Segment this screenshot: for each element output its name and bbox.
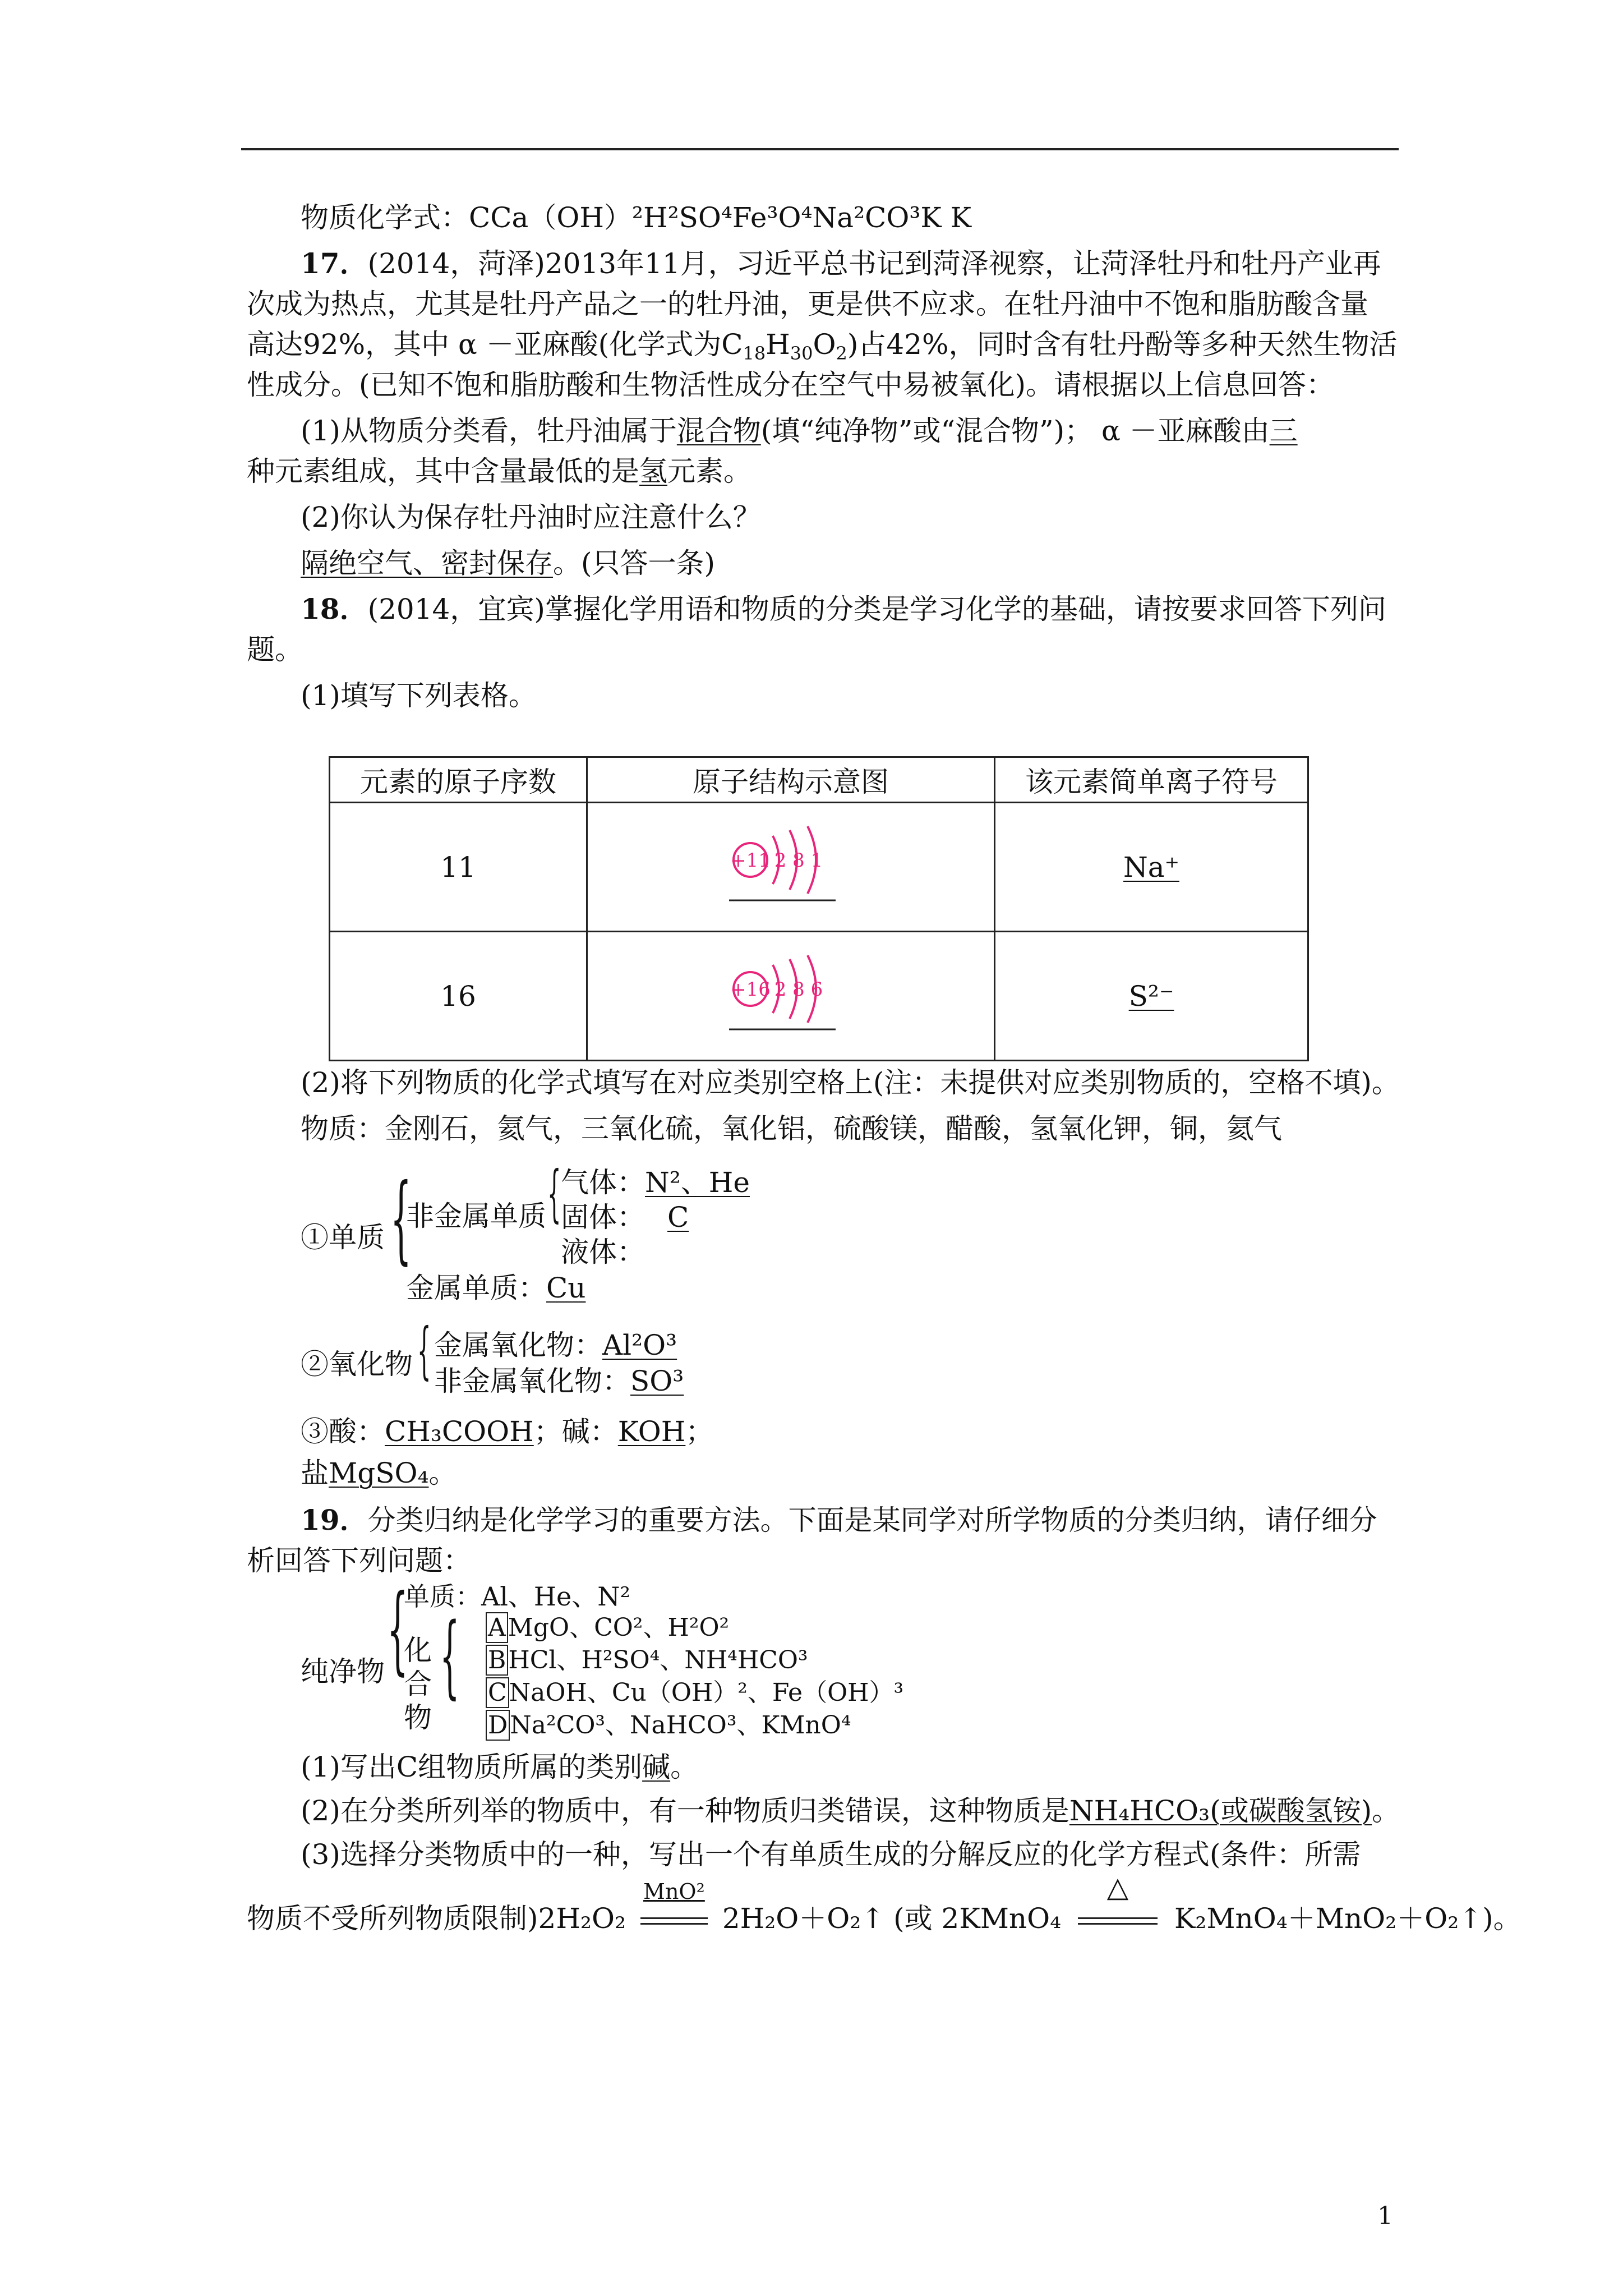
table-header: 原子结构示意图 [587, 757, 995, 803]
ion-symbol: S²⁻ [1128, 979, 1174, 1013]
compound-char: 合 [404, 1668, 432, 1700]
q18-part2: (2)将下列物质的化学式填写在对应类别空格上(注：未提供对应类别物质的，空格不填)。 [301, 1066, 1400, 1099]
answer-three: 三 [1269, 415, 1298, 447]
metal-row: 金属单质：Cu [406, 1272, 586, 1304]
formula-label: 物质化学式： [301, 201, 469, 234]
reaction-arrow [1070, 1871, 1165, 1935]
answer-nonmetal-oxide: SO³ [630, 1365, 684, 1397]
table-row [330, 932, 1308, 1061]
group-tag: C [486, 1677, 509, 1708]
q17-number: 17． [301, 247, 368, 280]
table-row [330, 803, 1308, 932]
brace-icon: { [387, 1574, 408, 1685]
atomic-number: 16 [330, 932, 587, 1061]
equation-line: 物质不受所列物质限制)2H₂O₂ MnO² 2H₂O＋O₂↑ (或 2KMnO₄ △ K₂MnO₄＋MnO₂＋O₂↑)。 [247, 1871, 1521, 1935]
atom-diagram-sodium [729, 822, 852, 906]
oxide-label: ②氧化物 [301, 1348, 413, 1381]
metal-oxide-row: 金属氧化物：Al²O³ [434, 1329, 677, 1361]
atomic-number: 11 [330, 803, 587, 932]
answer-metal-oxide: Al²O³ [602, 1329, 677, 1361]
q18-line1: 18．(2014，宜宾)掌握化学用语和物质的分类是学习化学的基础，请按要求回答下列问 [301, 592, 1386, 625]
group-row: CNaOH、Cu（OH）²、Fe（OH）³ [486, 1678, 903, 1708]
ion-symbol: Na⁺ [1123, 850, 1179, 884]
formula-line [301, 201, 971, 234]
q17-part1: (1)从物质分类看，牡丹油属于混合物(填“纯净物”或“混合物”)； α －亚麻酸由三 [301, 415, 1298, 447]
answer-salt: MgSO₄ [329, 1457, 429, 1489]
brace-icon: { [547, 1157, 561, 1229]
brace-icon: { [417, 1314, 431, 1386]
answer-base-class: 碱 [642, 1751, 671, 1783]
q17-text-1: (2014，菏泽)2013年11月，习近平总书记到菏泽视察，让菏泽牡丹和牡丹产业再 [367, 247, 1381, 280]
q19-line1: 19．分类归纳是化学学习的重要方法。下面是某同学对所学物质的分类归纳，请仔细分 [301, 1503, 1377, 1536]
answer-mixture: 混合物 [676, 415, 761, 447]
answer-base: KOH [617, 1415, 686, 1448]
group-tag: D [486, 1710, 510, 1741]
q17-text-3: 高达92%，其中 α －亚麻酸(化学式为 [247, 328, 722, 361]
table-header: 该元素简单离子符号 [995, 757, 1308, 803]
q17-line4: 性成分。(已知不饱和脂肪酸和生物活性成分在空气中易被氧化)。请根据以上信息回答： [247, 369, 1335, 401]
formula-text: CCa（OH）²H²SO⁴Fe³O⁴Na²CO³K K [469, 201, 972, 234]
atom-diagram-sulfur [729, 951, 852, 1035]
svg-text:+11: +11 [730, 849, 771, 872]
svg-text:2 8 6: 2 8 6 [774, 978, 823, 1001]
solid-row: 固体： C [561, 1201, 689, 1234]
answer-solid: C [667, 1201, 689, 1234]
q17-text-4: )占42%，同时含有牡丹酚等多种天然生物活 [847, 328, 1398, 361]
group-tag: A [486, 1612, 508, 1643]
header-rule [241, 148, 1399, 150]
answer-hydrogen: 氢 [639, 455, 667, 487]
table-header: 元素的原子序数 [330, 757, 587, 803]
atom-table [329, 756, 1309, 1061]
atom-structure-diagram [587, 803, 995, 932]
group-row: DNa²CO³、NaHCO³、KMnO⁴ [486, 1711, 851, 1740]
nonmetal-oxide-row: 非金属氧化物：SO³ [434, 1365, 684, 1397]
q19-line2: 析回答下列问题： [247, 1544, 471, 1577]
compound-char: 物 [404, 1701, 432, 1734]
reaction-arrow [635, 1879, 713, 1935]
answer-acid: CH₃COOH [385, 1415, 534, 1448]
substances-list: 物质：金刚石，氦气，三氧化硫，氧化铝，硫酸镁，醋酸，氢氧化钾，铜，氦气 [301, 1112, 1282, 1145]
q17-line2: 次成为热点，尤其是牡丹产品之一的牡丹油，更是供不应求。在牡丹油中不饱和脂肪酸含量 [247, 288, 1368, 320]
catalyst-label: MnO² [643, 1879, 705, 1904]
q19-part2: (2)在分类所列举的物质中，有一种物质归类错误，这种物质是NH₄HCO₃(或碳酸氢铵)。 [301, 1795, 1400, 1827]
answer-gas: N²、He [645, 1166, 750, 1199]
q17-part2: (2)你认为保存牡丹油时应注意什么？ [301, 501, 761, 533]
equation-right: 2H₂O＋O₂↑ [722, 1902, 885, 1935]
answer-metal: Cu [546, 1272, 586, 1304]
svg-text:+16: +16 [730, 978, 771, 1001]
liquid-row: 液体： [561, 1236, 645, 1268]
q18-part1: (1)填写下列表格。 [301, 679, 537, 712]
heat-icon: △ [1106, 1871, 1129, 1903]
group-tag: B [486, 1645, 508, 1676]
gas-row: 气体：N²、He [561, 1166, 750, 1199]
q19-part1: (1)写出C组物质所属的类别碱。 [301, 1751, 699, 1783]
q17-line3 [247, 328, 1398, 370]
brace-icon: { [390, 1163, 412, 1274]
atom-structure-diagram [587, 932, 995, 1061]
answer-storage: 隔绝空气、密封保存 [301, 547, 553, 579]
q17-line1 [301, 247, 1381, 280]
q19-part3: (3)选择分类物质中的一种，写出一个有单质生成的分解反应的化学方程式(条件：所需 [301, 1838, 1361, 1871]
page-number: 1 [1377, 2202, 1393, 2230]
brace-icon: { [440, 1603, 460, 1708]
compound-char: 化 [404, 1634, 432, 1667]
salt-row: 盐MgSO₄。 [301, 1457, 457, 1489]
elemental-row: 单质：Al、He、N² [404, 1581, 630, 1612]
q17-formula: $C_{18}H_{30}O_2$ [721, 328, 847, 364]
q19-number: 19． [301, 1503, 368, 1536]
acid-base-row: ③酸：CH₃COOH；碱：KOH； [301, 1415, 714, 1448]
pure-substance-label: 纯净物 [301, 1655, 385, 1688]
single-label: ①单质 [301, 1221, 385, 1254]
answer-misclassified: NH₄HCO₃(或碳酸氢铵) [1069, 1795, 1372, 1827]
group-row: BHCl、H²SO⁴、NH⁴HCO³ [486, 1646, 808, 1675]
q18-number: 18． [301, 592, 368, 625]
q17-part2-answer: 隔绝空气、密封保存。(只答一条) [301, 547, 716, 579]
q17-part1-cont: 种元素组成，其中含量最低的是氢元素。 [247, 455, 751, 487]
q18-line2: 题。 [247, 633, 303, 666]
svg-text:2 8 1: 2 8 1 [774, 849, 823, 872]
group-row: AMgO、CO²、H²O² [486, 1613, 729, 1642]
equation-left: 2H₂O₂ [538, 1902, 626, 1935]
nonmetal-label: 非金属单质 [406, 1200, 546, 1232]
